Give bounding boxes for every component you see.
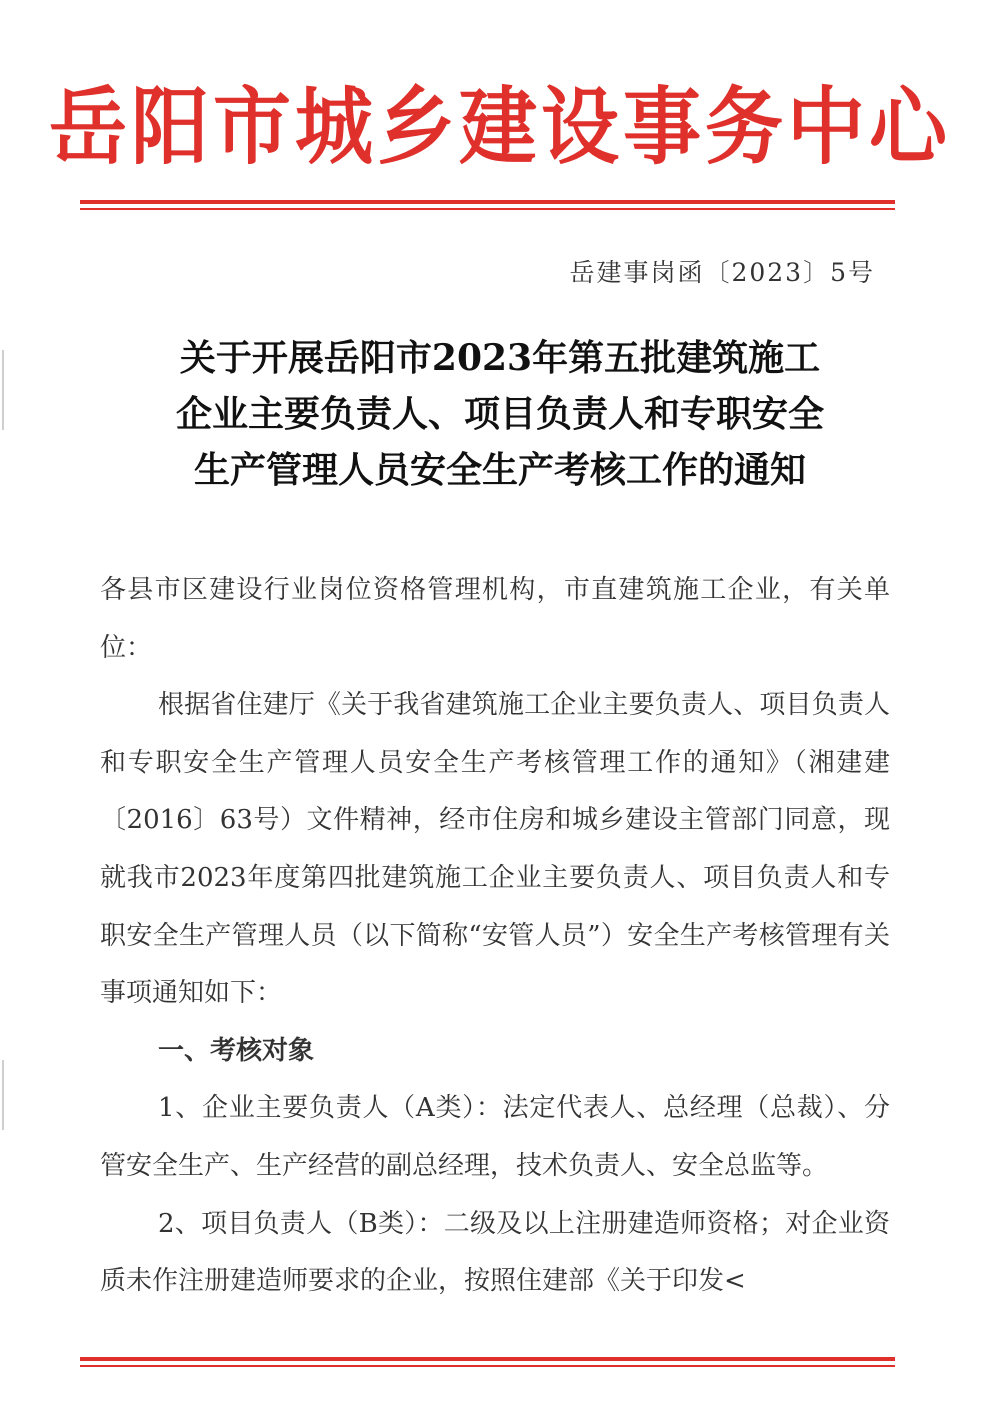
footer-divider-thin — [80, 1365, 895, 1367]
title-line-3: 生产管理人员安全生产考核工作的通知 — [193, 449, 806, 491]
title-line-2: 企业主要负责人、项目负责人和专职安全 — [175, 393, 824, 435]
document-body — [100, 562, 890, 1311]
org-name: 岳阳市城乡建设事务中心 — [48, 79, 951, 177]
header-divider-thick — [80, 200, 895, 204]
scan-edge-mark — [2, 1060, 4, 1130]
header-divider-thin — [80, 208, 895, 210]
list-item-2: 2、项目负责人（B类）：二级及以上注册建造师资格；对企业资质未作注册建造师要求的企业，按照住建部《关于印发< — [100, 1208, 890, 1297]
paragraph-1: 根据省住建厅《关于我省建筑施工企业主要负责人、项目负责人和专职安全生产管理人员安全生产考核管理工作的通知》（湘建建〔2016〕63号）文件精神，经市住房和城乡建设主管部门同意，现就我市2023年度第四批建筑施工企业主要负责人、项目负责人和专职安全生产管理人员（以下简称“安管人员”）安全生产考核管理有关事项通知如下： — [100, 690, 890, 1009]
footer-divider-thick — [80, 1357, 895, 1361]
list-item-1: 1、企业主要负责人（A类）：法定代表人、总经理（总裁）、分管安全生产、生产经营的副总经理，技术负责人、安全总监等。 — [100, 1093, 890, 1181]
document-title — [100, 330, 900, 498]
document-number: 岳建事岗函〔2023〕5号 — [569, 258, 875, 287]
salutation: 各县市区建设行业岗位资格管理机构，市直建筑施工企业，有关单位： — [100, 575, 890, 663]
section-1-heading: 一、考核对象 — [158, 1035, 315, 1066]
title-line-1: 关于开展岳阳市2023年第五批建筑施工 — [179, 337, 821, 379]
scan-edge-mark — [2, 350, 4, 430]
